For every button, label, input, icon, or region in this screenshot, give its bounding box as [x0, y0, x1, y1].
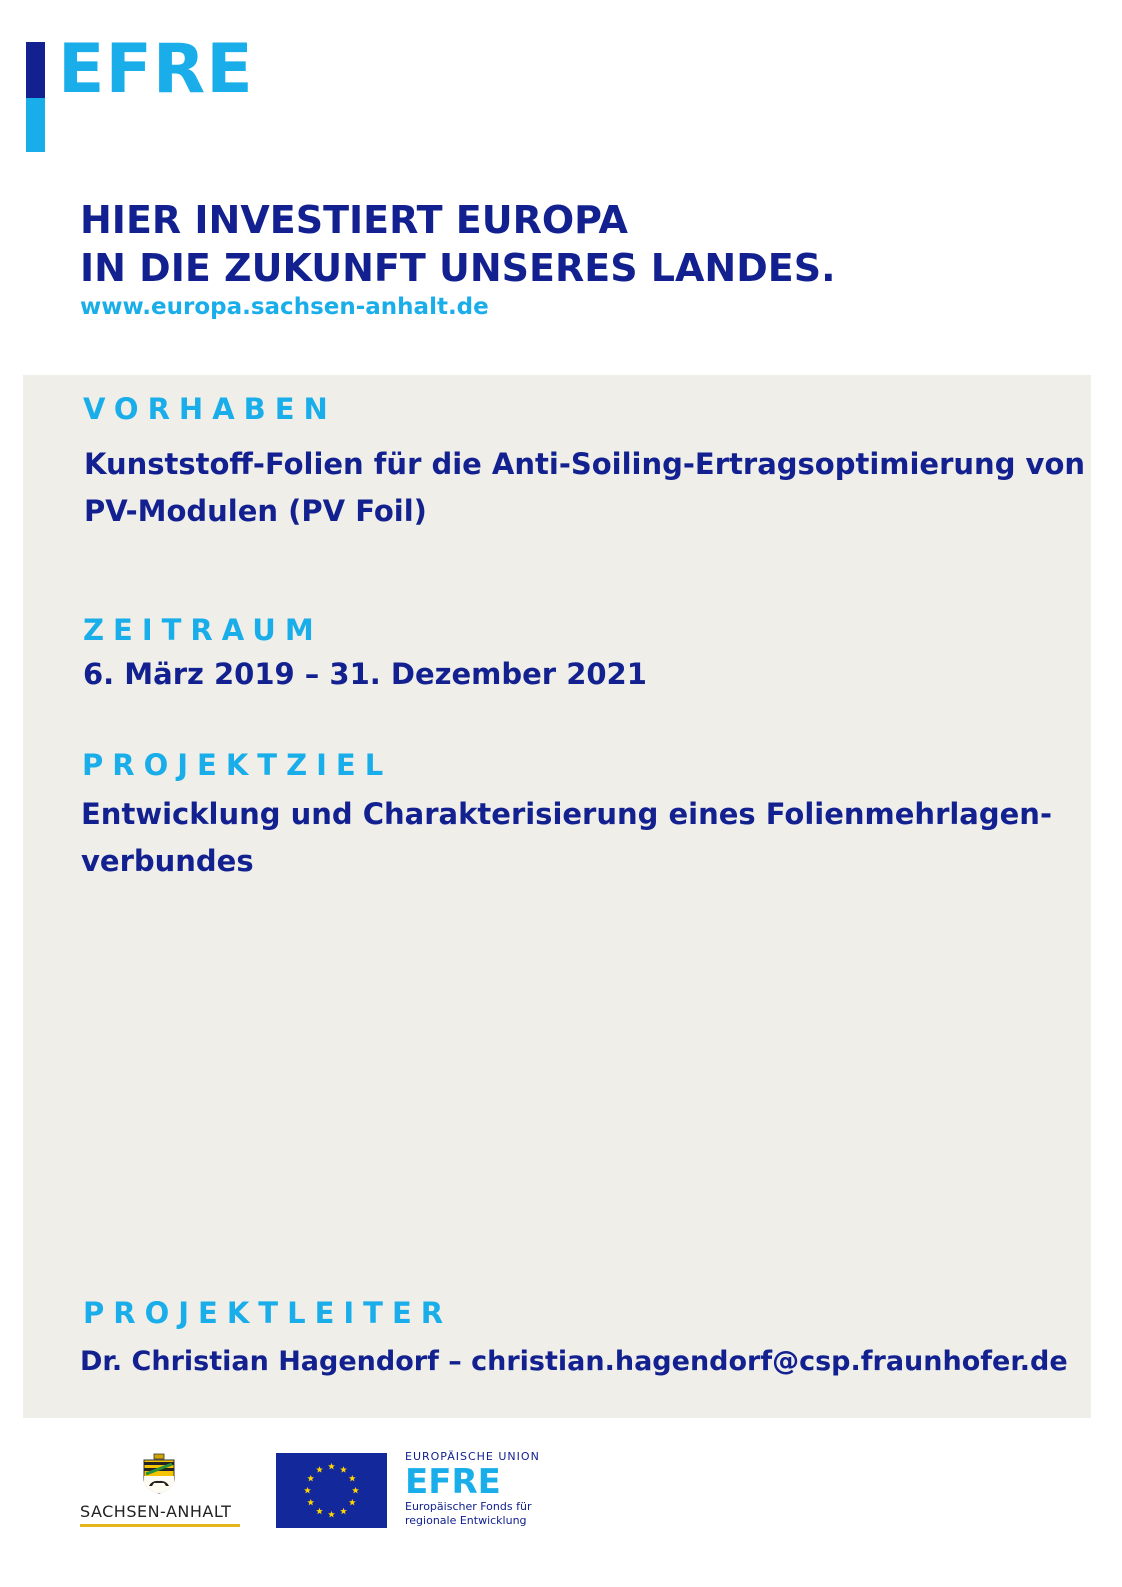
headline-line-1: HIER INVESTIERT EUROPA	[80, 198, 628, 242]
eu-efre-label: EFRE	[405, 1462, 501, 1502]
eu-fund-line-2: regionale Entwicklung	[405, 1514, 527, 1527]
state-name: SACHSEN-ANHALT	[80, 1502, 232, 1521]
projektziel-label: PROJEKTZIEL	[82, 748, 393, 782]
headline-line-2: IN DIE ZUKUNFT UNSERES LANDES.	[80, 246, 836, 290]
zeitraum-value: 6. März 2019 – 31. Dezember 2021	[83, 657, 647, 691]
projektziel-value-line-1: Entwicklung und Charakterisierung eines Folienmehrlagen-	[81, 797, 1052, 831]
logo-bar-light	[26, 98, 45, 152]
vorhaben-label: VORHABEN	[83, 392, 337, 426]
efre-logo-text: EFRE	[58, 30, 254, 109]
sachsen-anhalt-logo	[80, 1450, 240, 1530]
projektziel-value-line-2: verbundes	[81, 844, 254, 878]
eu-fund-line-1: Europäischer Fonds für	[405, 1500, 532, 1513]
eu-text-block	[405, 1450, 540, 1528]
state-underline	[80, 1524, 240, 1527]
vorhaben-value-line-1: Kunststoff-Folien für die Anti-Soiling-Ertragsoptimierung von	[84, 447, 1086, 481]
coat-of-arms-icon	[142, 1452, 176, 1494]
projektleiter-label: PROJEKTLEITER	[83, 1296, 453, 1330]
logo-bar-dark	[26, 42, 45, 98]
website-url[interactable]: www.europa.sachsen-anhalt.de	[80, 294, 489, 320]
vorhaben-value-line-2: PV-Modulen (PV Foil)	[84, 494, 427, 528]
eu-union-label: EUROPÄISCHE UNION	[405, 1450, 540, 1463]
eu-flag-icon	[276, 1453, 387, 1528]
zeitraum-label: ZEITRAUM	[83, 613, 323, 647]
projektleiter-value: Dr. Christian Hagendorf – christian.hagendorf@csp.fraunhofer.de	[80, 1346, 1068, 1377]
